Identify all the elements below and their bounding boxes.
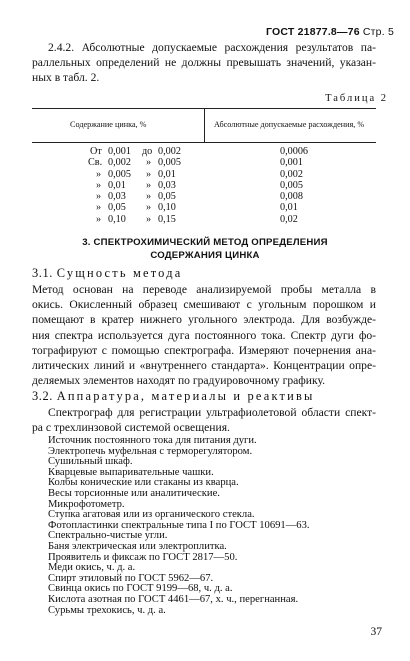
row-from: 0,01 [108,179,126,191]
text-line: раллельных определений не должны превышать значений, указан- [32,56,376,70]
table-cell-difference [280,202,370,213]
table-row [32,202,204,213]
text-line: ра с трехлинзовой системой освещения. [32,421,230,435]
list-item: Весы торсионные или аналитические. [48,487,220,499]
row-difference: 0,001 [280,157,303,169]
list-item: Фотопластинки спектральные типа I по ГОСТ 10691—63. [48,519,310,531]
list-item: Колбы конические или стаканы из кварца. [48,477,239,489]
row-from: 0,001 [108,146,131,157]
table-row [32,169,204,180]
table-cell-difference [280,191,370,202]
subsection-heading [32,266,182,281]
row-to: 0,05 [158,191,176,203]
row-to: 0,03 [158,179,176,191]
row-to: 0,01 [158,168,176,180]
subsection-number: 3.2. [32,389,53,403]
page-number: 37 [370,626,382,638]
equipment-list [48,436,398,616]
row-sep: до [142,146,153,157]
text-line: Метод основан на переводе анализируемой пробы металла в [32,283,376,296]
row-prefix: » [96,168,102,180]
subsection-number: 3.1. [32,266,53,280]
page-header [266,26,394,38]
list-item: Источник постоянного тока для питания дуги. [48,435,257,446]
row-prefix: » [96,179,102,191]
list-item: Сушильный шкаф. [48,456,133,468]
table-cell-difference [280,180,370,191]
list-item: Баня электрическая или электроплитка. [48,540,227,552]
text-line: помещают в кратер нижнего угольного электрода. Для возбужде- [32,313,376,327]
row-difference: 0,002 [280,168,303,180]
text-line: деляемых элементов находят по градуировочному графику. [32,374,326,388]
row-prefix: » [96,202,102,214]
list-item: Микрофотометр. [48,498,125,510]
list-item: Кварцевые выпаривательные чашки. [48,466,214,478]
text-line: окись. Окисленный образец смешивают с угольным порошком и [32,298,376,312]
table-header-difference: Абсолютные допускаемые расхождения, % [214,120,365,129]
table-column-divider [204,108,205,142]
row-from: 0,05 [108,202,126,214]
row-sep: » [146,179,152,191]
row-from: 0,03 [108,191,126,203]
row-from: 0,10 [108,213,126,225]
row-to: 0,005 [158,157,181,169]
row-prefix: » [96,213,102,225]
row-difference: 0,02 [280,213,298,225]
row-to: 0,10 [158,202,176,214]
equipment-paragraph [32,405,376,435]
subsection-title: Аппаратура, материалы и реактивы [56,389,315,403]
table-cell-difference [280,169,370,180]
page-label: Стр. 5 [362,26,394,38]
row-from: 0,005 [108,168,131,180]
table-header-content: Содержание цинка, % [70,120,147,129]
table-header-rule [32,142,376,143]
table-cell-difference [280,157,370,168]
table-row [32,180,204,191]
table-cell-difference [280,146,370,157]
subsection-heading [32,389,315,404]
list-item: Свинца окись по ГОСТ 9199—68, ч. д. а. [48,583,233,595]
row-to: 0,15 [158,213,176,225]
text-line: тографируют с помощью спектрографа. Измеряют почернения ана- [32,343,376,357]
row-difference: 0,01 [280,202,298,214]
data-table [32,108,376,225]
row-sep: » [146,202,152,214]
row-difference: 0,0006 [280,146,309,157]
text-line: ных в табл. 2. [32,71,100,85]
row-prefix: Св. [88,157,103,169]
subsection-title: Сущность метода [56,266,183,280]
intro-paragraph [32,40,376,86]
row-prefix: » [96,191,102,203]
row-sep: » [146,213,152,225]
row-sep: » [146,157,152,169]
list-item: Кислота азотная по ГОСТ 4461—67, х. ч., перегнанная. [48,593,299,605]
list-item: Сурьмы трехокись, ч. д. а. [48,604,166,616]
list-item: Спектрально-чистые угли. [48,530,168,542]
list-item: Электропечь муфельная с терморегулятором. [48,445,253,457]
list-item: Спирт этиловый по ГОСТ 5962—67. [48,572,214,584]
row-difference: 0,005 [280,179,303,191]
table-row [32,191,204,202]
text-line: литических линий и «внутреннего стандарта». Концентрации опре- [32,359,376,373]
list-item: Меди окись, ч. д. а. [48,562,136,574]
list-item: Ступка агатовая или из органического стекла. [48,509,255,521]
difference-column [280,146,370,225]
row-sep: » [146,168,152,180]
table-row [32,146,204,157]
standard-number: ГОСТ 21877.8—76 [265,26,360,38]
row-to: 0,002 [158,146,181,157]
section-title-line: СОДЕРЖАНИЯ ЦИНКА [150,250,260,261]
table-row [32,214,204,225]
text-line: ния спектра используется дуга постоянного тока. Спектр дуги фо- [32,328,376,342]
row-sep: » [146,191,152,203]
method-paragraph [32,282,376,388]
section-title-line: 3. СПЕКТРОХИМИЧЕСКИЙ МЕТОД ОПРЕДЕЛЕНИЯ [82,237,328,248]
section-title [0,236,410,262]
row-difference: 0,008 [280,191,303,203]
table-row [32,157,204,168]
table-caption: Таблица 2 [325,93,388,104]
table-cell-difference [280,214,370,225]
list-item: Проявитель и фиксаж по ГОСТ 2817—50. [48,551,238,563]
text-line: 2.4.2. Абсолютные допускаемые расхождения результатов па- [48,41,376,54]
row-from: 0,002 [108,157,131,169]
content-column [32,146,204,225]
text-line: Спектрограф для регистрации ультрафиолетовой области спект- [48,406,376,419]
row-prefix: От [90,146,102,157]
